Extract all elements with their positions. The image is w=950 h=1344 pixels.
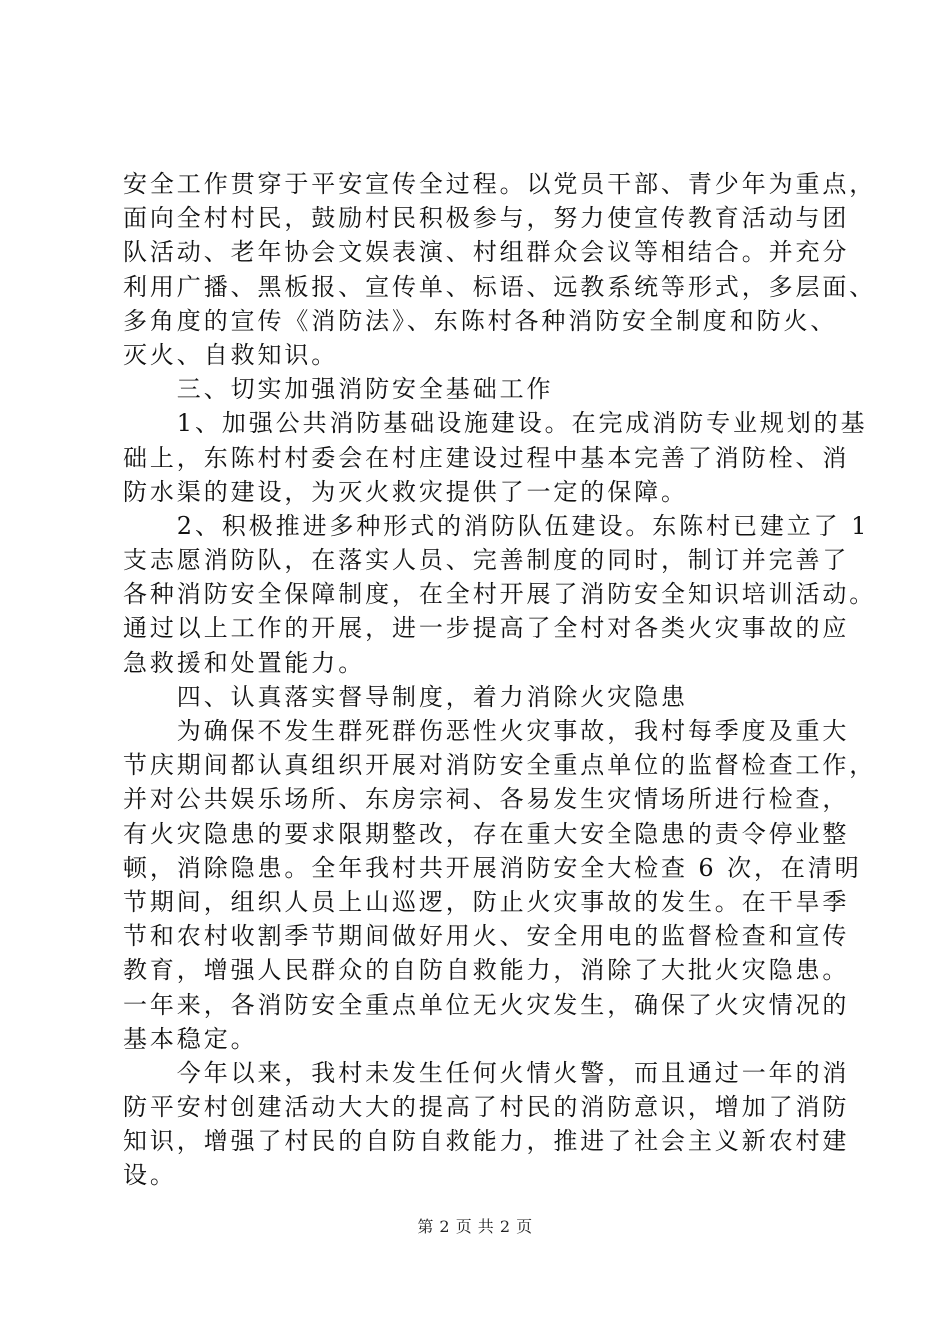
text-line: 安全工作贯穿于平安宣传全过程。以党员干部、青少年为重点， [123,170,877,198]
text-line: 灭火、自救知识。 [123,340,339,369]
text-line: 教育，增强人民群众的自防自救能力，消除了大批火灾隐患。 [123,956,850,985]
text-line: 础上，东陈村村委会在村庄建设过程中基本完善了消防栓、消 [123,443,850,472]
text-line: 防水渠的建设，为灭火救灾提供了一定的保障。 [123,477,688,506]
text-line: 设。 [123,1161,177,1190]
section-heading: 三、切实加强消防安全基础工作 [123,375,554,404]
text-line: 支志愿消防队，在落实人员、完善制度的同时，制订并完善了 [123,546,850,575]
text-line: 节期间，组织人员上山巡逻，防止火灾事故的发生。在干旱季 [123,887,850,916]
text-line: 1、加强公共消防基础设施建设。在完成消防专业规划的基 [123,409,868,438]
text-line: 防平安村创建活动大大的提高了村民的消防意识，增加了消防 [123,1093,850,1122]
text-line: 节和农村收割季节期间做好用火、安全用电的监督检查和宣传 [123,922,850,951]
text-line: 通过以上工作的开展，进一步提高了全村对各类火灾事故的应 [123,614,850,643]
text-line: 一年来，各消防安全重点单位无火灾发生，确保了火灾情况的 [123,990,850,1019]
document-body [123,167,877,1193]
text-line: 节庆期间都认真组织开展对消防安全重点单位的监督检查工作， [123,751,877,780]
text-line: 并对公共娱乐场所、东房宗祠、各易发生灾情场所进行检查， [123,785,850,814]
page-footer: 第 2 页 共 2 页 [417,1217,533,1236]
text-line: 有火灾隐患的要求限期整改，存在重大安全隐患的责令停业整 [123,819,850,848]
text-line: 多角度的宣传《消防法》、东陈村各种消防安全制度和防火、 [123,306,838,335]
text-line: 基本稳定。 [123,1024,258,1053]
text-line: 知识，增强了村民的自防自救能力，推进了社会主义新农村建 [123,1127,850,1156]
text-line: 为确保不发生群死群伤恶性火灾事故，我村每季度及重大 [123,717,850,745]
text-line: 利用广播、黑板报、宣传单、标语、远教系统等形式，多层面、 [123,272,877,301]
text-line: 今年以来，我村未发生任何火情火警，而且通过一年的消 [123,1058,850,1087]
text-line: 各种消防安全保障制度，在全村开展了消防安全知识培训活动。 [123,580,877,609]
text-line: 顿，消除隐患。全年我村共开展消防安全大检查 6 次，在清明 [123,853,862,882]
text-line: 2、积极推进多种形式的消防队伍建设。东陈村已建立了 1 [123,511,870,540]
text-line: 面向全村村民，鼓励村民积极参与，努力使宣传教育活动与团 [123,204,850,233]
section-heading: 四、认真落实督导制度，着力消除火灾隐患 [123,682,688,711]
text-line: 队活动、老年协会文娱表演、村组群众会议等相结合。并充分 [123,238,850,267]
text-line: 急救援和处置能力。 [123,648,366,677]
